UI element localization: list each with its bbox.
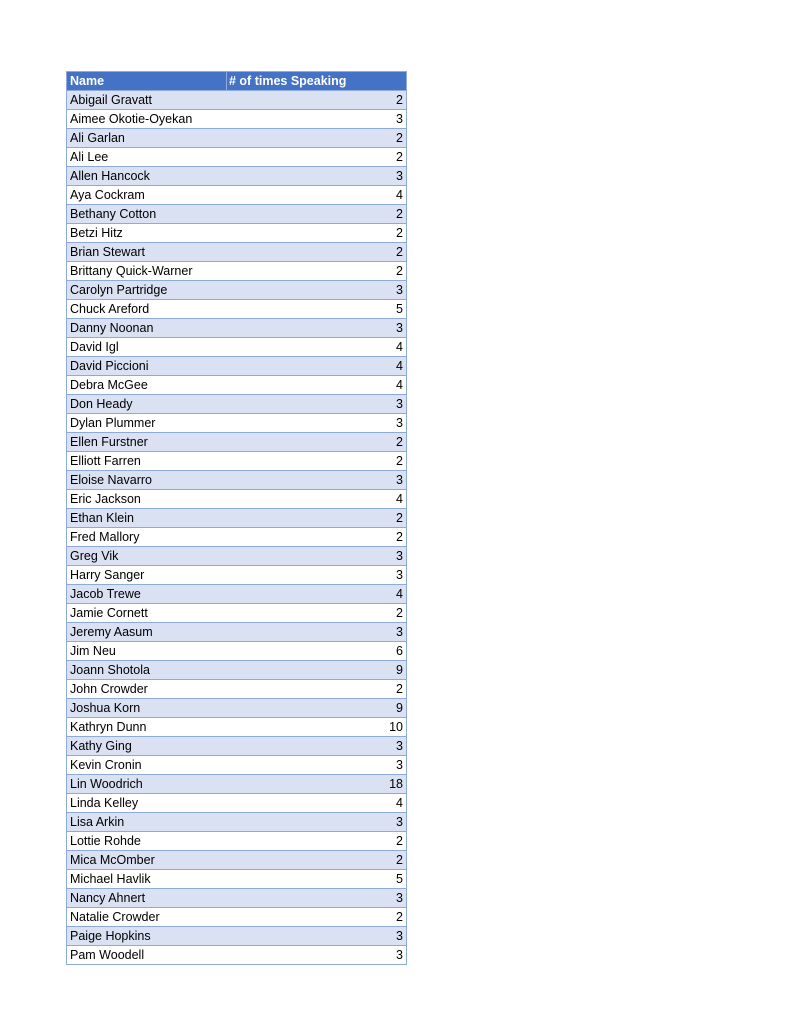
speaking-count-cell[interactable]: 2 [227,433,407,452]
table-header-row [67,72,407,91]
speaking-count-cell[interactable]: 3 [227,281,407,300]
speaker-name-cell[interactable]: Brian Stewart [67,243,227,262]
table-row [67,547,407,566]
table-row [67,91,407,110]
table-row [67,585,407,604]
table-row [67,452,407,471]
table-row [67,889,407,908]
speaker-name-cell[interactable]: Brittany Quick-Warner [67,262,227,281]
table-row [67,528,407,547]
speaking-count-cell[interactable]: 5 [227,300,407,319]
speaking-count-cell[interactable]: 4 [227,585,407,604]
speaker-name-cell[interactable]: Aya Cockram [67,186,227,205]
speaker-name-cell[interactable]: Pam Woodell [67,946,227,965]
table-row [67,338,407,357]
speaker-table [66,71,407,965]
column-header-name: Name [67,72,227,91]
speaking-count-cell[interactable]: 5 [227,870,407,889]
speaking-count-cell[interactable]: 2 [227,452,407,471]
table-row [67,737,407,756]
speaking-count-cell[interactable]: 3 [227,167,407,186]
speaking-count-cell[interactable]: 2 [227,509,407,528]
speaker-name-cell[interactable]: Aimee Okotie-Oyekan [67,110,227,129]
table-row [67,129,407,148]
speaker-name-cell[interactable]: Debra McGee [67,376,227,395]
speaker-name-cell[interactable]: David Igl [67,338,227,357]
table-row [67,262,407,281]
speaking-count-cell[interactable]: 3 [227,623,407,642]
speaking-count-cell[interactable]: 9 [227,699,407,718]
table-row [67,718,407,737]
speaking-count-cell[interactable]: 2 [227,604,407,623]
table-row [67,148,407,167]
table-row [67,224,407,243]
table-row [67,642,407,661]
speaker-name-cell[interactable]: Ellen Furstner [67,433,227,452]
speaker-name-cell[interactable]: Paige Hopkins [67,927,227,946]
table-row [67,908,407,927]
table-row [67,395,407,414]
speaker-name-cell[interactable]: Dylan Plummer [67,414,227,433]
speaking-count-cell[interactable]: 9 [227,661,407,680]
speaker-name-cell[interactable]: Ali Lee [67,148,227,167]
speaker-name-cell[interactable]: Eloise Navarro [67,471,227,490]
speaker-name-cell[interactable]: John Crowder [67,680,227,699]
speaker-name-cell[interactable]: Kathryn Dunn [67,718,227,737]
table-row [67,566,407,585]
speaker-name-cell[interactable]: Linda Kelley [67,794,227,813]
table-body [67,91,407,965]
speaker-name-cell[interactable]: Lisa Arkin [67,813,227,832]
speaking-count-cell[interactable]: 18 [227,775,407,794]
speaking-count-cell[interactable]: 3 [227,756,407,775]
speaker-name-cell[interactable]: Betzi Hitz [67,224,227,243]
table-row [67,775,407,794]
table-row [67,376,407,395]
speaker-name-cell[interactable]: Ethan Klein [67,509,227,528]
speaking-count-cell[interactable]: 2 [227,243,407,262]
table-row [67,490,407,509]
speaker-name-cell[interactable]: Don Heady [67,395,227,414]
speaking-count-cell[interactable]: 2 [227,91,407,110]
speaking-count-cell[interactable]: 2 [227,262,407,281]
speaking-count-cell[interactable]: 2 [227,129,407,148]
speaking-count-cell[interactable]: 6 [227,642,407,661]
speaker-name-cell[interactable]: David Piccioni [67,357,227,376]
speaking-count-cell[interactable]: 2 [227,832,407,851]
speaker-name-cell[interactable]: Natalie Crowder [67,908,227,927]
table-row [67,623,407,642]
speaker-name-cell[interactable]: Joshua Korn [67,699,227,718]
speaker-name-cell[interactable]: Bethany Cotton [67,205,227,224]
table-row [67,832,407,851]
table-row [67,110,407,129]
table-row [67,870,407,889]
speaker-name-cell[interactable]: Elliott Farren [67,452,227,471]
speaking-count-cell[interactable]: 2 [227,851,407,870]
speaker-name-cell[interactable]: Eric Jackson [67,490,227,509]
speaking-count-cell[interactable]: 4 [227,376,407,395]
speaking-count-cell[interactable]: 3 [227,110,407,129]
speaker-name-cell[interactable]: Jacob Trewe [67,585,227,604]
speaking-count-cell[interactable]: 2 [227,528,407,547]
speaker-name-cell[interactable]: Harry Sanger [67,566,227,585]
speaking-count-cell[interactable]: 2 [227,205,407,224]
table-row [67,471,407,490]
speaking-count-cell[interactable]: 3 [227,547,407,566]
speaking-count-cell[interactable]: 3 [227,319,407,338]
speaker-name-cell[interactable]: Abigail Gravatt [67,91,227,110]
speaker-name-cell[interactable]: Carolyn Partridge [67,281,227,300]
speaking-count-cell[interactable]: 3 [227,813,407,832]
table-row [67,851,407,870]
table-row [67,509,407,528]
speaking-count-cell[interactable]: 3 [227,471,407,490]
table-row [67,167,407,186]
speaker-name-cell[interactable]: Danny Noonan [67,319,227,338]
speaker-name-cell[interactable]: Jim Neu [67,642,227,661]
speaking-count-cell[interactable]: 4 [227,186,407,205]
speaker-name-cell[interactable]: Nancy Ahnert [67,889,227,908]
speaker-name-cell[interactable]: Chuck Areford [67,300,227,319]
table-row [67,414,407,433]
speaking-count-cell[interactable]: 4 [227,357,407,376]
speaking-count-cell[interactable]: 2 [227,680,407,699]
table-row [67,946,407,965]
speaker-name-cell[interactable]: Lin Woodrich [67,775,227,794]
speaker-name-cell[interactable]: Ali Garlan [67,129,227,148]
speaker-name-cell[interactable]: Joann Shotola [67,661,227,680]
speaker-name-cell[interactable]: Greg Vik [67,547,227,566]
table-row [67,186,407,205]
speaker-table-container [66,71,406,965]
speaking-count-cell[interactable]: 2 [227,908,407,927]
table-row [67,661,407,680]
table-row [67,756,407,775]
table-row [67,243,407,262]
speaker-name-cell[interactable]: Kevin Cronin [67,756,227,775]
table-row [67,604,407,623]
speaking-count-cell[interactable]: 2 [227,224,407,243]
speaking-count-cell[interactable]: 3 [227,889,407,908]
table-row [67,927,407,946]
speaker-name-cell[interactable]: Jamie Cornett [67,604,227,623]
speaker-name-cell[interactable]: Fred Mallory [67,528,227,547]
speaker-name-cell[interactable]: Kathy Ging [67,737,227,756]
speaking-count-cell[interactable]: 3 [227,927,407,946]
speaking-count-cell[interactable]: 3 [227,737,407,756]
column-header-count: # of times Speaking [227,72,407,91]
speaking-count-cell[interactable]: 3 [227,946,407,965]
table-row [67,205,407,224]
speaking-count-cell[interactable]: 2 [227,148,407,167]
table-row [67,319,407,338]
speaker-name-cell[interactable]: Lottie Rohde [67,832,227,851]
table-row [67,813,407,832]
speaking-count-cell[interactable]: 4 [227,794,407,813]
table-row [67,794,407,813]
speaking-count-cell[interactable]: 3 [227,395,407,414]
speaker-name-cell[interactable]: Jeremy Aasum [67,623,227,642]
speaking-count-cell[interactable]: 10 [227,718,407,737]
table-row [67,281,407,300]
speaking-count-cell[interactable]: 3 [227,414,407,433]
speaker-name-cell[interactable]: Michael Havlik [67,870,227,889]
speaking-count-cell[interactable]: 4 [227,490,407,509]
table-row [67,699,407,718]
table-row [67,300,407,319]
table-row [67,433,407,452]
speaking-count-cell[interactable]: 4 [227,338,407,357]
speaker-name-cell[interactable]: Allen Hancock [67,167,227,186]
speaker-name-cell[interactable]: Mica McOmber [67,851,227,870]
table-row [67,680,407,699]
table-row [67,357,407,376]
speaking-count-cell[interactable]: 3 [227,566,407,585]
